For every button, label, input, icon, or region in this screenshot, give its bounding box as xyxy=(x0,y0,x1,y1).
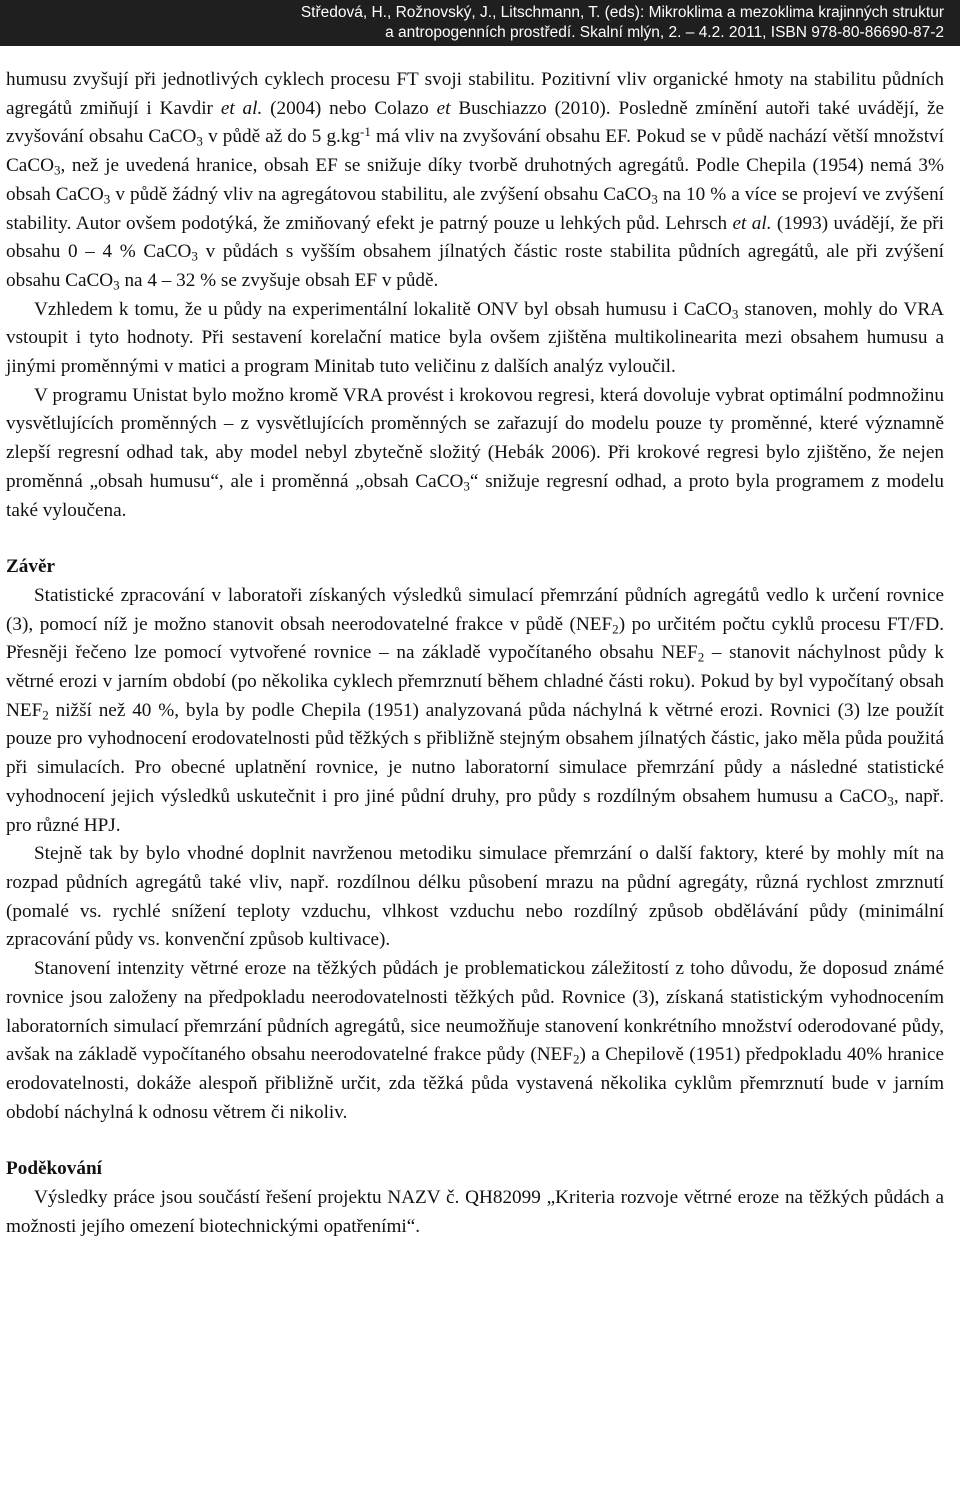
section-heading-zaver: Závěr xyxy=(6,556,56,578)
paragraph-zaver-2: Stejně tak by bylo vhodné doplnit navrženou metodiku simulace přemrzání o další faktory, které by mohly mít na rozpad půdních agregátů také vliv, např. rozdílnou délku působení mrazu na půdní agregáty, různá rychlost zmrznutí (pomalé vs. rychlé snížení teploty vzduchu, vlhkost vzduchu nebo rozdílný způsob obdělávání půdy (minimální zpracování půdy vs. konvenční způsob kultivace). xyxy=(6,843,944,951)
paragraph-unistat: V programu Unistat bylo možno kromě VRA provést i krokovou regresi, která dovoluje vybrat optimální podmnožinu vysvětlujících proměnných – z vysvětlujících proměnných se zařazují do modelu pouze ty proměnné, které významně zlepší regresní odhad tak, aby model nebyl zbytečně složitý (Hebák 2006). Při krokové regresi bylo zjištěno, že nejen proměnná „obsah humusu“, ale i proměnná „obsah CaCO$_3$“ snižuje regresní odhad, a proto byla programem z modelu také vyloučena. xyxy=(6,384,945,521)
header-line-2: a antropogenních prostředí. Skalní mlýn, 2. – 4.2. 2011, ISBN 978-80-86690-87-2 xyxy=(385,24,944,41)
running-header xyxy=(0,0,960,46)
paragraph-onv: Vzhledem k tomu, že u půdy na experimentální lokalitě ONV byl obsah humusu i CaCO$_3$ stanoven, mohly do VRA vstoupit i tyto hodnoty. Při sestavení korelační matice byla ovšem zjištěna multikolinearita mezi obsahem humusu a jinými proměnnými v matici a program Minitab tuto veličinu z dalších analýz vyloučil. xyxy=(6,298,944,378)
paragraph-zaver-3: Stanovení intenzity větrné eroze na těžkých půdách je problematickou záležitostí z toho důvodu, že doposud známé rovnice jsou založeny na předpokladu neerodovatelnosti těžkých půd. Rovnice (3), získaná statistickým vyhodnocením laboratorních simulací přemrzání půdních agregátů, sice neumožňuje stanovení konkrétního množství oderodované půdy, avšak na základě vypočítaného obsahu neerodovatelné frakce půdy $(NEF_2)$ a Chepilově (1951) předpokladu 40% hranice erodovatelnosti, dokáže alespoň přibližně určit, zda těžká půda vystavená několika cyklům přemrznutí bude v jarním období náchylná k odnosu větrem či nikoliv. xyxy=(6,958,944,1123)
paragraph-zaver-1: Statistické zpracování v laboratoři získaných výsledků simulací přemrzání půdních agregátů vedlo k určení rovnice (3), pomocí níž je možno stanovit obsah neerodovatelné frakce v půdě $(NEF_2)$ po určitém počtu cyklů procesu FT/FD. Přesněji řečeno lze pomocí vytvořené rovnice – na základě vypočítaného obsahu $NEF_2$ – stanovit náchylnost půdy k větrné erozi v jarním období (po několika cyklech přemrznutí během chladné části roku). Pokud by byl vypočítaný obsah $NEF_2$ nižší než 40 %, byla by podle Chepila (1951) analyzovaná půda náchylná k větrné erozi. Rovnici (3) lze použít pouze pro vyhodnocení erodovatelnosti půd těžkých s přibližně stejným obsahem jílnatých částic, jako měla půda použitá při simulacích. Pro obecné uplatnění rovnice, je nutno laboratorní simulace přemrzání půdy a následné statistické vyhodnocení jejich výsledků uskutečnit i pro jiné půdní druhy, pro půdy s rozdílným obsahem humusu a CaCO$_3$, např. pro různé HPJ. xyxy=(6,584,945,836)
page-body xyxy=(6,66,944,1241)
section-heading-podekovani: Poděkování xyxy=(6,1158,102,1180)
header-line-1: Středová, H., Rožnovský, J., Litschmann, T. (eds): Mikroklima a mezoklima krajinných struktur xyxy=(300,4,944,21)
paragraph-podekovani: Výsledky práce jsou součástí řešení projektu NAZV č. QH82099 „Kriteria rozvoje větrné eroze na těžkých půdách a možnosti jejího omezení biotechnickými opatřeními“. xyxy=(6,1187,944,1237)
paragraph-continued: humusu zvyšují při jednotlivých cyklech procesu FT svoji stabilitu. Pozitivní vliv organické hmoty na stabilitu půdních agregátů zmiňují i Kavdir et al. (2004) nebo Colazo et Buschiazzo (2010). Posledně zmínění autoři také uvádějí, že zvyšování obsahu CaCO$_3$ v půdě až do 5 $g.kg^{-1}$ má vliv na zvyšování obsahu EF. Pokud se v půdě nachází větší množství CaCO$_3$, než je uvedená hranice, obsah EF se snižuje díky tvorbě druhotných agregátů. Podle Chepila (1954) nemá 3% obsah CaCO$_3$ v půdě žádný vliv na agregátovou stabilitu, ale zvýšení obsahu CaCO$_3$ na 10 % a více se projeví ve zvýšení stability. Autor ovšem podotýká, že zmiňovaný efekt je patrný pouze u lehkých půd. Lehrsch et al. (1993) uvádějí, že při obsahu 0 – 4 % CaCO$_3$ v půdách s vyšším obsahem jílnatých částic roste stabilita půdních agregátů, ale při zvýšení obsahu CaCO$_3$ na 4 – 32 % se zvyšuje obsah EF v půdě. xyxy=(6,69,945,293)
